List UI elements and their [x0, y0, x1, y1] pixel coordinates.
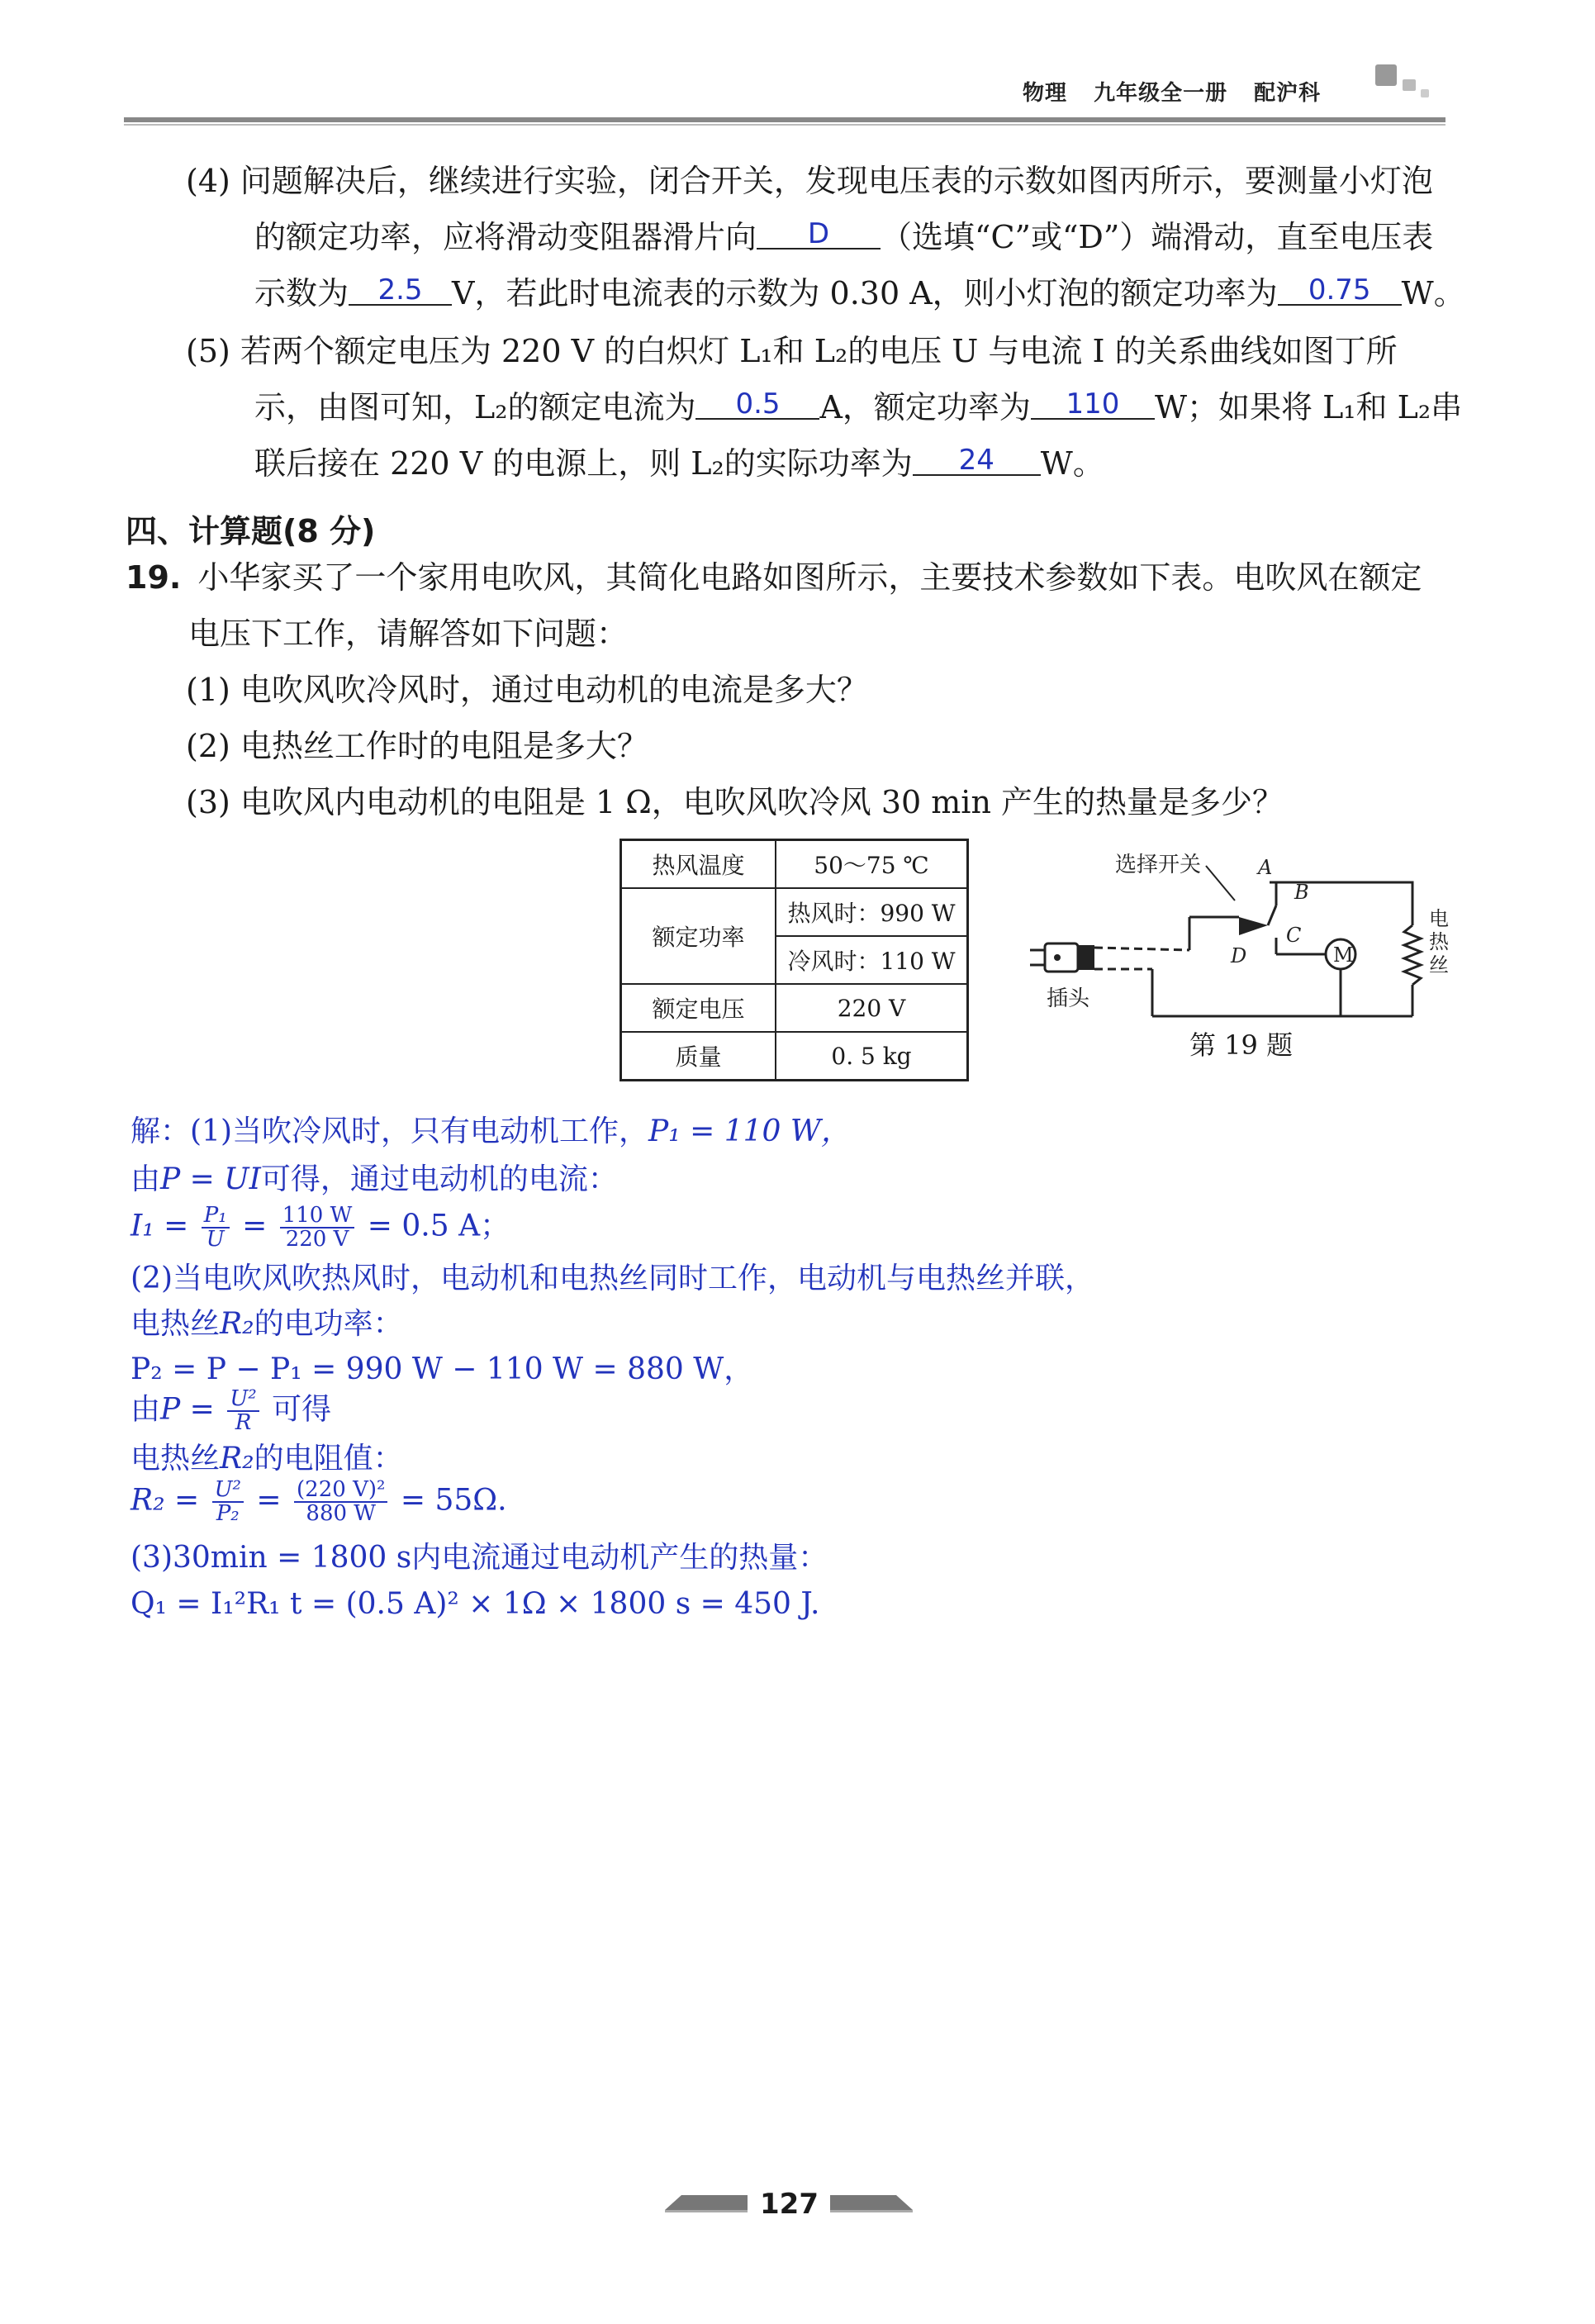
heater-label-3: 丝 — [1429, 953, 1449, 977]
q19-line-2: 电压下工作，请解答如下问题： — [188, 615, 629, 652]
q4-answer-voltage: 2.5 — [349, 276, 452, 306]
terminal-d-label: D — [1231, 944, 1247, 967]
solution-line-1 — [131, 1114, 851, 1148]
fraction-numerator: U² — [227, 1388, 259, 1412]
terminal-b-label: B — [1294, 881, 1309, 904]
solution-line-3: I₁ = $\frac{\text{P₁}}{U}$ = $\frac{110 W}{220 V}$ = 0.5 A； — [131, 1203, 510, 1252]
q5-answer-actual-power: 24 — [913, 446, 1041, 476]
motor-label: M — [1333, 943, 1354, 967]
table-row — [621, 888, 968, 936]
header-grade: 九年级全一册 — [1094, 81, 1228, 106]
q4-line-2 — [254, 217, 1434, 255]
page-number: 127 — [760, 2188, 819, 2221]
solution-text: 的电功率： — [254, 1307, 403, 1341]
fraction — [227, 1388, 259, 1435]
q5-line-1: (5) 若两个额定电压为 220 V 的白炽灯 L₁和 L₂的电压 U 与电流 I 的关系曲线如图丁所 — [186, 333, 1398, 369]
q5-line-2-text-b: A，额定功率为 — [819, 389, 1031, 425]
table-cell: 额定功率 — [621, 888, 776, 984]
q5-answer-current: 0.5 — [695, 390, 819, 420]
solution-line-2 — [131, 1162, 618, 1196]
solution-line-7 — [131, 1388, 331, 1435]
solution-math: P₁ = 110 W， — [648, 1114, 851, 1148]
fraction-numerator: (220 V)² — [294, 1479, 387, 1503]
table-cell: 热风时：990 W — [776, 888, 968, 936]
heater-resistor-icon — [1404, 925, 1421, 985]
solution-line-11: Q₁ = I₁²R₁ t = (0.5 A)² × 1Ω × 1800 s = 450 J. — [131, 1587, 820, 1621]
header-rule — [124, 117, 1445, 122]
spec-table — [619, 839, 969, 1081]
fraction-denominator: R — [235, 1410, 252, 1436]
solution-line-5 — [131, 1309, 403, 1339]
fraction-numerator: U² — [212, 1479, 244, 1503]
q4-line-2-text-b: （选填“C”或“D”）端滑动，直至电压表 — [881, 219, 1434, 255]
table-cell: 冷风时：110 W — [776, 936, 968, 984]
fraction — [212, 1479, 244, 1526]
solution-math: R₂ — [220, 1307, 254, 1341]
running-header — [1023, 76, 1339, 107]
solution-text: 可得 — [272, 1392, 332, 1427]
q19-sub-1: (1) 电吹风吹冷风时，通过电动机的电流是多大？ — [186, 672, 868, 708]
solution-math: R₂ = — [131, 1483, 200, 1518]
header-decoration-icon — [1371, 58, 1445, 107]
q4-line-3-text-a: 示数为 — [254, 275, 349, 311]
q19-sub-3: (3) 电吹风内电动机的电阻是 1 Ω，电吹风吹冷风 30 min 产生的热量是多少？ — [186, 784, 1284, 820]
table-cell: 热风温度 — [621, 840, 776, 889]
terminal-a-label: A — [1258, 856, 1273, 879]
solution-text: 由 — [131, 1162, 161, 1196]
solution-text: 解：(1)当吹冷风时，只有电动机工作， — [131, 1114, 648, 1148]
plug-icon — [1030, 943, 1094, 972]
fraction — [294, 1479, 387, 1526]
q19-line-1 — [126, 559, 1422, 596]
section-title: 四、计算题(8 分) — [126, 513, 376, 549]
switch-label: 选择开关 — [1115, 853, 1202, 877]
q19-line-1-text: 小华家买了一个家用电吹风，其简化电路如图所示，主要技术参数如下表。电吹风在额定 — [197, 559, 1422, 596]
solution-line-10: (3)30min = 1800 s内电流通过电动机产生的热量： — [131, 1541, 828, 1575]
q5-line-2-text-a: 示，由图可知，L₂的额定电流为 — [254, 389, 696, 425]
table-cell: 0. 5 kg — [776, 1032, 968, 1081]
q4-answer-direction: D — [757, 220, 881, 250]
table-cell: 额定电压 — [621, 984, 776, 1032]
selector-switch-icon — [1239, 917, 1268, 935]
solution-math: P = UI — [160, 1162, 261, 1196]
solution-text: 可得，通过电动机的电流： — [260, 1162, 618, 1196]
fraction-denominator: U — [206, 1227, 225, 1252]
solution-text: 电热丝 — [131, 1307, 221, 1341]
table-cell: 50～75 ℃ — [776, 840, 968, 889]
fraction — [280, 1205, 355, 1252]
header-rule-thin — [124, 124, 1445, 126]
heater-label-1: 电 — [1429, 907, 1449, 930]
solution-text: 由 — [131, 1392, 161, 1427]
q4-line-1: (4) 问题解决后，继续进行实验，闭合开关，发现电压表的示数如图丙所示，要测量小灯泡 — [186, 163, 1433, 199]
q5-line-2 — [254, 387, 1463, 425]
plug-label: 插头 — [1047, 986, 1090, 1011]
solution-line-4: (2)当电吹风吹热风时，电动机和电热丝同时工作，电动机与电热丝并联， — [131, 1262, 1094, 1295]
solution-math: P = — [160, 1392, 215, 1427]
solution-math: = 0.5 A； — [367, 1209, 510, 1243]
q19-number: 19. — [126, 559, 182, 596]
q4-line-3-text-b: V，若此时电流表的示数为 0.30 A，则小灯泡的额定功率为 — [452, 275, 1278, 311]
solution-text: 电热丝 — [131, 1442, 221, 1476]
header-subject: 物理 — [1023, 81, 1068, 106]
table-row — [621, 984, 968, 1032]
solution-line-6: P₂ = P − P₁ = 990 W − 110 W = 880 W， — [131, 1352, 754, 1386]
fraction-denominator: 880 W — [306, 1501, 377, 1527]
q4-line-2-text-a: 的额定功率，应将滑动变阻器滑片向 — [254, 219, 757, 255]
fraction-numerator: 110 W — [280, 1205, 355, 1229]
solution-math: R₂ — [220, 1442, 254, 1476]
fraction-numerator: P₁ — [202, 1205, 230, 1229]
solution-math: I₁ = — [131, 1209, 189, 1243]
figure-caption: 第 19 题 — [1189, 1029, 1294, 1061]
heater-label-2: 热 — [1429, 930, 1449, 953]
solution-line-8 — [131, 1444, 403, 1474]
q4-line-3-text-c: W。 — [1401, 275, 1465, 311]
q5-line-3 — [254, 444, 1104, 482]
table-cell: 220 V — [776, 984, 968, 1032]
q5-answer-rated-power: 110 — [1031, 390, 1155, 420]
table-cell: 质量 — [621, 1032, 776, 1081]
q5-line-3-text-a: 联后接在 220 V 的电源上，则 L₂的实际功率为 — [254, 445, 913, 482]
solution-line-9: R₂ = $\frac{\text{U²}}{\text{P₂}}$ = $\frac{\text{(220 V)²}}{880 W}$ = 55Ω. — [131, 1477, 507, 1527]
fraction-denominator: P₂ — [216, 1501, 240, 1527]
q5-line-2-text-c: W；如果将 L₁和 L₂串 — [1154, 389, 1463, 425]
q4-line-3 — [254, 273, 1465, 311]
table-row — [621, 840, 968, 889]
q5-line-3-text-b: W。 — [1040, 445, 1104, 482]
table-row — [621, 1032, 968, 1081]
fraction-denominator: 220 V — [285, 1227, 349, 1252]
terminal-c-label: C — [1286, 924, 1302, 947]
fraction — [202, 1205, 230, 1252]
q19-sub-2: (2) 电热丝工作时的电阻是多大？ — [186, 728, 648, 764]
header-edition: 配沪科 — [1254, 81, 1322, 106]
solution-text: 的电阻值： — [254, 1442, 403, 1476]
q4-answer-power: 0.75 — [1278, 276, 1402, 306]
solution-math: = 55Ω. — [400, 1483, 507, 1518]
